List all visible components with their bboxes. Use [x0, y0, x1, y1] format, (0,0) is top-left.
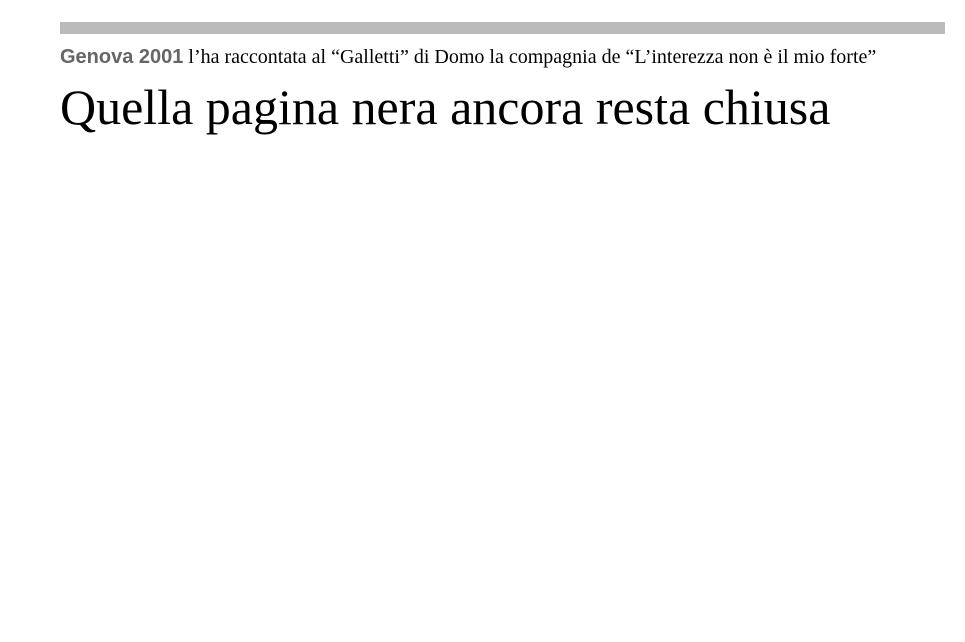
headline: Quella pagina nera ancora resta chiusa — [60, 79, 831, 135]
separator-bar — [60, 22, 945, 34]
kicker: Genova 2001 l’ha raccontata al “Galletti” di Domo la compagnia de “L’interezza non è il mio forte” — [60, 46, 877, 68]
